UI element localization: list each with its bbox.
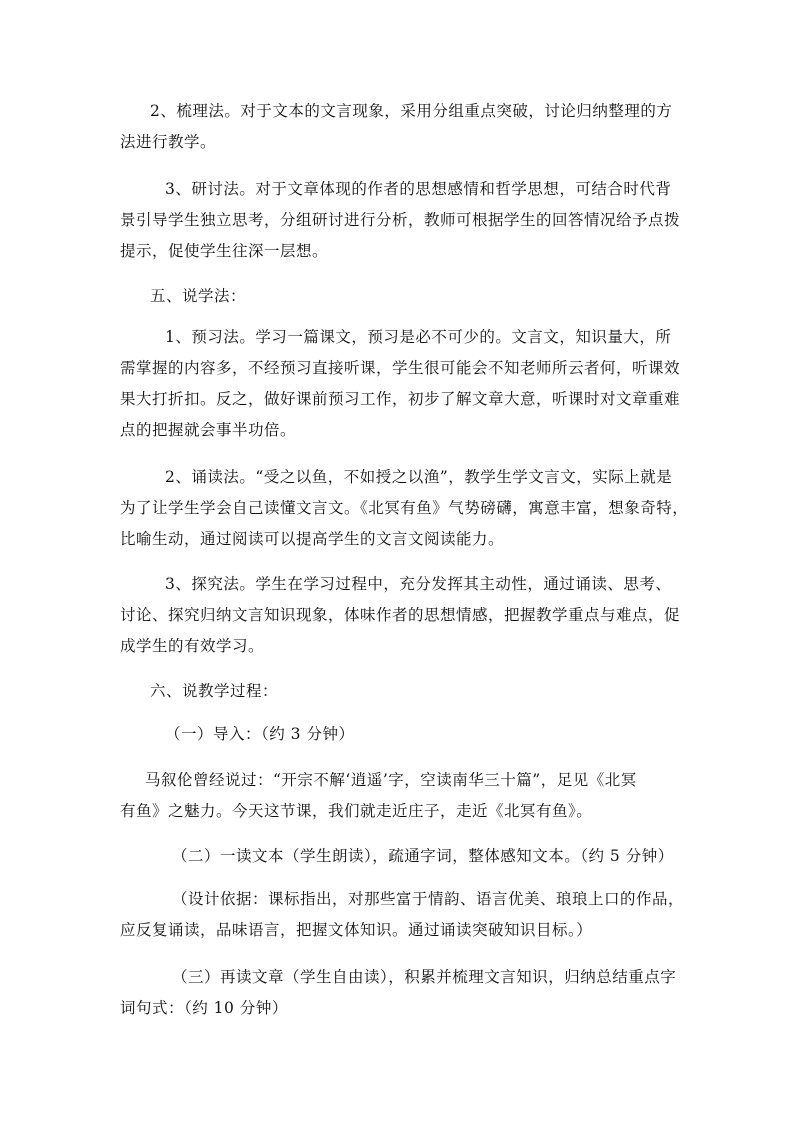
paragraph-method-discussion — [120, 174, 680, 267]
text-line: （三）再读文章（学生自由读），积累并梳理文言知识，归纳总结重点字 — [172, 968, 677, 986]
text-line: 讨论、探究归纳文言知识现象，体味作者的思想情感，把握教学重点与难点，促 — [120, 606, 681, 624]
text-line: 为了让学生学会自己读懂文言文。《北冥有鱼》气势磅礴，寓意丰富，想象奇特， — [120, 499, 689, 517]
paragraph-method-sorting — [120, 96, 680, 158]
text-line: 需掌握的内容多，不经预习直接听课，学生很可能会不知老师所云者何，听课效 — [120, 359, 681, 377]
subheading-first-reading — [120, 841, 680, 872]
section-heading-teaching-process — [120, 676, 680, 707]
text-line: 应反复诵读，品味语言，把握文体知识。通过诵读突破知识目标。） — [120, 921, 593, 939]
text-line: 法进行教学。 — [120, 133, 217, 151]
section-heading-study-methods — [120, 281, 680, 312]
text-line: 五、说学法： — [150, 287, 247, 305]
paragraph-method-recitation — [120, 462, 689, 555]
subheading-introduction — [120, 719, 680, 750]
text-line: 景引导学生独立思考，分组研讨进行分析，教师可根据学生的回答情况给予点拨 — [120, 211, 681, 229]
text-line: 马叙伦曾经说过：“开宗不解‘逍遥’字，空读南华三十篇”，足见《北冥 — [145, 771, 637, 789]
text-line: 1、预习法。学习一篇课文，预习是必不可少的。文言文，知识量大，所 — [165, 328, 672, 346]
paragraph-method-inquiry — [120, 569, 680, 662]
text-line: 3、研讨法。对于文章体现的作者的思想感情和哲学思想，可结合时代背 — [165, 180, 672, 198]
text-line: 比喻生动，通过阅读可以提高学生的文言文阅读能力。 — [120, 530, 505, 548]
text-line: 2、诵读法。“受之以鱼，不如授之以渔”，教学生学文言文，实际上就是 — [165, 468, 673, 486]
text-line: 果大打折扣。反之，做好课前预习工作，初步了解文章大意，听课时对文章重难 — [120, 390, 681, 408]
paragraph-method-preview — [120, 322, 680, 446]
text-line: 2、梳理法。对于文本的文言现象，采用分组重点突破，讨论归纳整理的方 — [150, 102, 673, 120]
text-line: 点的把握就会事半功倍。 — [120, 421, 297, 439]
subheading-second-reading — [120, 962, 680, 1024]
paragraph-introduction-quote — [120, 765, 680, 827]
text-line: 词句式：（约 10 分钟） — [120, 999, 288, 1017]
text-line: 3、探究法。学生在学习过程中，充分发挥其主动性，通过诵读、思考、 — [165, 575, 672, 593]
text-line: （一）导入：（约 3 分钟） — [165, 725, 355, 743]
text-line: （二）一读文本（学生朗读），疏通字词，整体感知文本。（约 5 分钟） — [172, 847, 674, 865]
paragraph-design-basis — [120, 884, 685, 946]
text-line: （设计依据：课标指出，对那些富于情韵、语言优美、琅琅上口的作品， — [172, 890, 685, 908]
text-line: 六、说教学过程： — [150, 682, 279, 700]
text-line: 提示，促使学生往深一层想。 — [120, 242, 329, 260]
text-line: 有鱼》之魅力。今天这节课，我们就走近庄子，走近《北冥有鱼》。 — [120, 802, 593, 820]
text-line: 成学生的有效学习。 — [120, 637, 265, 655]
